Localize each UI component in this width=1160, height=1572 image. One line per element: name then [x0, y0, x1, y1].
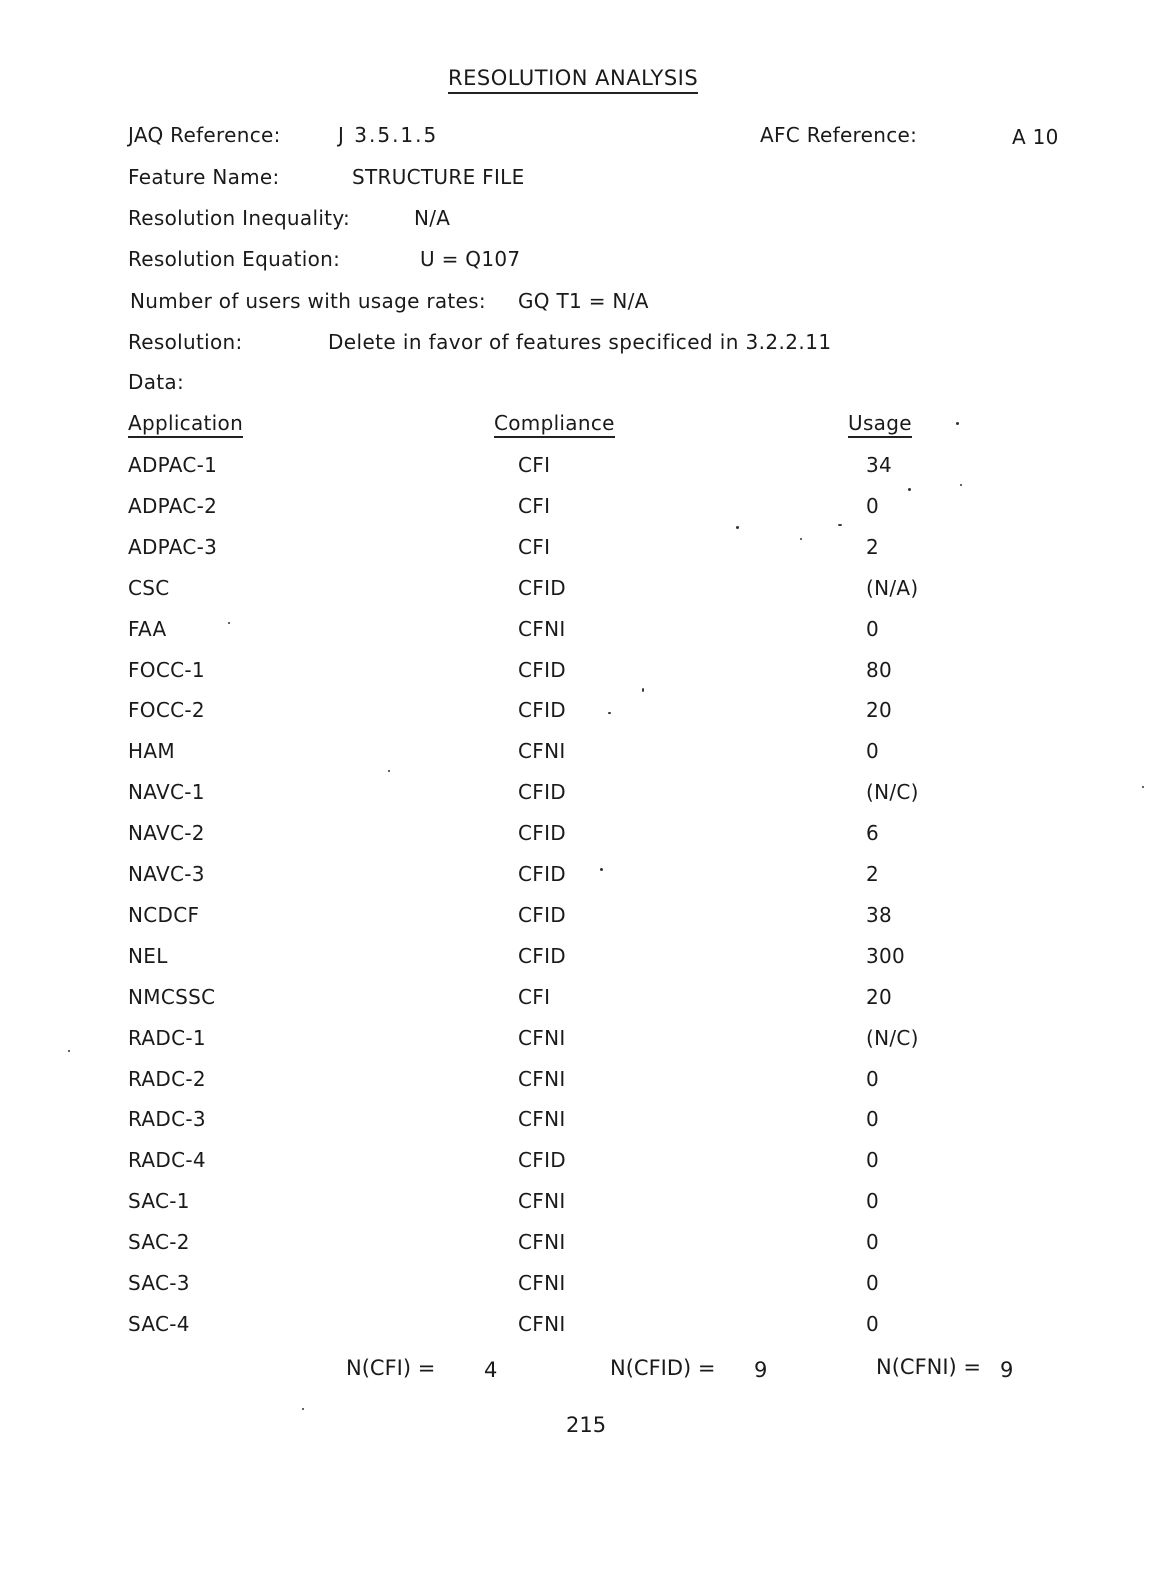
application-cell: NAVC-1 — [128, 780, 205, 804]
usage-cell: 20 — [866, 698, 893, 722]
usage-cell: 0 — [866, 617, 880, 641]
usage-cell: 6 — [866, 821, 880, 845]
compliance-cell: CFNI — [518, 1067, 566, 1091]
scan-speck — [302, 1408, 304, 1410]
resolution-value: Delete in favor of features specificed in 3.2.2.11 — [328, 330, 832, 354]
afc-reference-label: AFC Reference: — [760, 123, 918, 147]
usage-cell: 0 — [866, 1189, 880, 1213]
compliance-cell: CFI — [518, 494, 551, 518]
scan-speck — [608, 712, 611, 714]
application-cell: RADC-2 — [128, 1067, 206, 1091]
usage-cell: 300 — [866, 944, 906, 968]
application-cell: NEL — [128, 944, 168, 968]
compliance-cell: CFNI — [518, 1026, 566, 1050]
afc-reference-value: A 10 — [1012, 125, 1059, 149]
usage-cell: 0 — [866, 1067, 880, 1091]
compliance-cell: CFID — [518, 903, 566, 927]
usage-cell: 2 — [866, 862, 880, 886]
application-cell: FOCC-2 — [128, 698, 205, 722]
application-cell: NMCSSC — [128, 985, 216, 1009]
scan-speck — [228, 622, 230, 624]
users-usage-value: GQ T1 = N/A — [518, 289, 649, 313]
application-cell: CSC — [128, 576, 170, 600]
compliance-cell: CFID — [518, 658, 566, 682]
application-cell: ADPAC-1 — [128, 453, 218, 477]
compliance-cell: CFNI — [518, 1271, 566, 1295]
compliance-cell: CFID — [518, 862, 566, 886]
scan-speck — [956, 422, 959, 425]
column-header-usage: Usage — [848, 411, 912, 438]
application-cell: FOCC-1 — [128, 658, 205, 682]
usage-cell: 2 — [866, 535, 880, 559]
resolution-inequality-value: N/A — [414, 206, 451, 230]
application-cell: RADC-1 — [128, 1026, 206, 1050]
scan-speck — [800, 538, 802, 540]
feature-name-value: STRUCTURE FILE — [352, 165, 525, 189]
resolution-label: Resolution: — [128, 330, 243, 354]
application-cell: ADPAC-3 — [128, 535, 218, 559]
usage-cell: (N/A) — [866, 576, 919, 600]
application-cell: FAA — [128, 617, 167, 641]
application-cell: RADC-3 — [128, 1107, 206, 1131]
compliance-cell: CFNI — [518, 617, 566, 641]
application-cell: NAVC-3 — [128, 862, 205, 886]
application-cell: NAVC-2 — [128, 821, 205, 845]
application-cell: HAM — [128, 739, 175, 763]
compliance-cell: CFNI — [518, 1230, 566, 1254]
count-cfid-label: N(CFID) = — [610, 1356, 716, 1380]
usage-cell: 0 — [866, 1230, 880, 1254]
count-cfi-label: N(CFI) = — [346, 1356, 436, 1380]
application-cell: RADC-4 — [128, 1148, 206, 1172]
scan-speck — [838, 524, 842, 526]
scan-speck — [736, 526, 739, 529]
count-cfi-value: 4 — [484, 1358, 498, 1382]
data-label: Data: — [128, 370, 184, 394]
compliance-cell: CFID — [518, 698, 566, 722]
application-cell: NCDCF — [128, 903, 200, 927]
scan-speck — [68, 1050, 70, 1052]
application-cell: SAC-3 — [128, 1271, 190, 1295]
scan-speck — [908, 488, 911, 491]
scan-speck — [600, 868, 603, 871]
application-cell: SAC-1 — [128, 1189, 190, 1213]
column-header-compliance: Compliance — [494, 411, 615, 438]
usage-cell: 0 — [866, 494, 880, 518]
compliance-cell: CFNI — [518, 739, 566, 763]
compliance-cell: CFID — [518, 576, 566, 600]
page-title: RESOLUTION ANALYSIS — [448, 66, 698, 94]
jaq-reference-value: J 3.5.1.5 — [338, 123, 439, 147]
application-cell: SAC-4 — [128, 1312, 190, 1336]
compliance-cell: CFI — [518, 453, 551, 477]
resolution-equation-label: Resolution Equation: — [128, 247, 341, 271]
usage-cell: 0 — [866, 739, 880, 763]
compliance-cell: CFID — [518, 780, 566, 804]
resolution-equation-value: U = Q107 — [420, 247, 521, 271]
usage-cell: 38 — [866, 903, 893, 927]
compliance-cell: CFI — [518, 535, 551, 559]
usage-cell: (N/C) — [866, 1026, 919, 1050]
usage-cell: 0 — [866, 1107, 880, 1131]
usage-cell: 34 — [866, 453, 893, 477]
scan-speck — [642, 688, 644, 692]
resolution-inequality-label: Resolution Inequality: — [128, 206, 351, 230]
usage-cell: 0 — [866, 1271, 880, 1295]
usage-cell: 0 — [866, 1312, 880, 1336]
compliance-cell: CFID — [518, 944, 566, 968]
usage-cell: 20 — [866, 985, 893, 1009]
compliance-cell: CFNI — [518, 1189, 566, 1213]
application-cell: ADPAC-2 — [128, 494, 218, 518]
scan-speck — [960, 484, 962, 486]
users-usage-label: Number of users with usage rates: — [130, 289, 486, 313]
compliance-cell: CFNI — [518, 1312, 566, 1336]
compliance-cell: CFNI — [518, 1107, 566, 1131]
compliance-cell: CFID — [518, 1148, 566, 1172]
usage-cell: (N/C) — [866, 780, 919, 804]
compliance-cell: CFI — [518, 985, 551, 1009]
feature-name-label: Feature Name: — [128, 165, 280, 189]
scan-speck — [388, 770, 390, 772]
compliance-cell: CFID — [518, 821, 566, 845]
count-cfni-label: N(CFNI) = — [876, 1355, 982, 1379]
column-header-application: Application — [128, 411, 243, 438]
scan-speck — [1142, 786, 1144, 788]
usage-cell: 80 — [866, 658, 893, 682]
count-cfid-value: 9 — [754, 1358, 768, 1382]
jaq-reference-label: JAQ Reference: — [128, 123, 281, 147]
page-number: 215 — [566, 1413, 607, 1437]
count-cfni-value: 9 — [1000, 1358, 1014, 1382]
application-cell: SAC-2 — [128, 1230, 190, 1254]
usage-cell: 0 — [866, 1148, 880, 1172]
